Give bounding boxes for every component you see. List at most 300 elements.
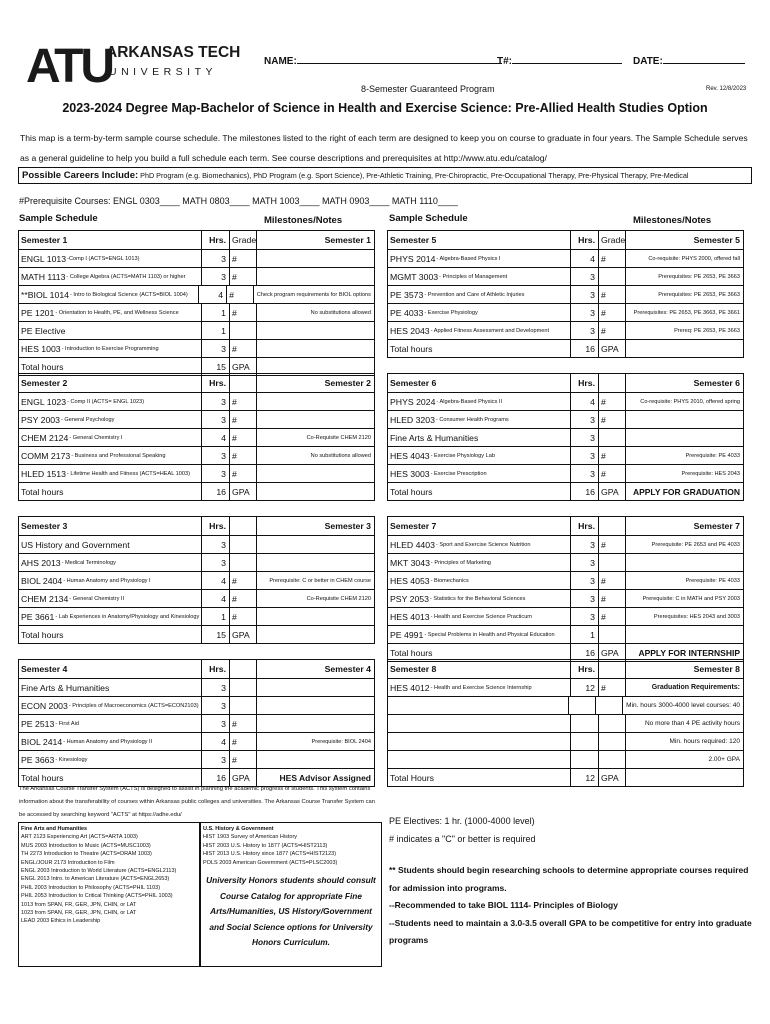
semester-title: Semester 6	[390, 378, 437, 388]
logo-name-line2: UNIVERSITY	[109, 66, 218, 78]
course-description: - Exercise Physiology Lab	[430, 452, 495, 459]
course-grade: #	[598, 536, 625, 553]
semester-title: Semester 4	[21, 664, 68, 674]
course-row	[388, 714, 743, 732]
course-row	[19, 446, 374, 464]
course-grade	[229, 322, 256, 339]
semester-header-row	[388, 660, 743, 678]
course-description: - Health and Exercise Science Internship	[430, 684, 532, 691]
course-code: ECON 2003	[21, 700, 68, 711]
total-row	[388, 482, 743, 500]
grade-header	[598, 660, 625, 678]
course-code: BIOL 2414	[21, 736, 63, 747]
course-hours: 3	[201, 554, 229, 571]
course-row	[19, 410, 374, 428]
course-hours: 3	[570, 572, 598, 589]
total-note: APPLY FOR INTERNSHIP	[625, 644, 743, 661]
milestone-note: No substitutions allowed	[256, 447, 374, 464]
course-cell	[388, 322, 570, 339]
course-row	[388, 571, 743, 589]
course-grade	[598, 626, 625, 643]
semester-title: Semester 5	[390, 235, 437, 245]
course-grade	[598, 554, 625, 571]
pe-electives-note: PE Electives: 1 hr. (1000-4000 level)	[389, 816, 535, 826]
course-row	[19, 339, 374, 357]
milestone-note: Prerequisite: PE 4033	[625, 572, 743, 589]
fine-arts-title: Fine Arts and Humanities	[21, 826, 88, 832]
course-row	[19, 553, 374, 571]
milestone-note: Prerequisite: PE 4033	[625, 447, 743, 464]
course-code: PHYS 2024	[390, 396, 436, 407]
course-hours: 3	[201, 536, 229, 553]
total-label: Total hours	[390, 343, 433, 354]
course-code: HLED 3203	[390, 414, 435, 425]
fine-arts-item: LEAD 2003 Ethics in Leadership	[21, 918, 101, 925]
course-code: ENGL 1023	[21, 396, 67, 407]
milestone-note: Prerequisites: PE 2653, PE 3663, PE 3661	[625, 304, 743, 321]
course-hours: 4	[570, 393, 598, 410]
course-cell	[388, 411, 570, 428]
course-grade: #	[229, 733, 256, 750]
careers-label: Possible Careers Include:	[22, 170, 139, 181]
total-row	[388, 768, 743, 786]
course-description: - Biomechanics	[430, 577, 469, 584]
course-code: PE 4991	[390, 629, 424, 640]
course-code: MGMT 3003	[390, 271, 439, 282]
course-row	[19, 571, 374, 589]
course-row	[19, 285, 374, 303]
header-subtitle: 8-Semester Guaranteed Program	[361, 84, 495, 94]
course-description: - Exercise Prescription	[430, 470, 487, 477]
fine-arts-box	[18, 822, 200, 967]
course-cell	[19, 590, 201, 607]
course-description: - Applied Fitness Assessment and Development	[430, 327, 550, 334]
course-code: PHYS 2014	[390, 253, 436, 264]
milestone-note: No substitutions allowed	[256, 304, 374, 321]
course-code: PE 3661	[21, 611, 55, 622]
total-label: Total hours	[390, 486, 433, 497]
course-row	[388, 732, 743, 750]
milestone-note: Co-requisite: PHYS 2000, offered fall	[625, 250, 743, 267]
course-row	[388, 267, 743, 285]
semester-4-table	[18, 659, 375, 787]
fine-arts-item: 1023 from SPAN, FR, GER, JPN, CHIN, or LAT	[21, 910, 137, 917]
milestone-note	[256, 554, 374, 571]
us-history-item: HIST 1903 Survey of American History	[203, 834, 298, 841]
logo-name-line1: ARKANSAS TECH	[106, 44, 241, 61]
milestone-note	[256, 411, 374, 428]
course-description: - Special Problems in Health and Physical Education	[424, 631, 555, 638]
course-description: - Kinesiology	[55, 756, 88, 763]
milestone-title: Semester 7	[625, 517, 743, 535]
course-description: - Intro to Biological Science (ACTS=BIOL 1004)	[69, 291, 188, 298]
gpa-label: GPA	[598, 340, 625, 357]
course-cell	[19, 751, 201, 768]
us-history-item: HIST 2013 U.S. History since 1877 (ACTS=HIST2123)	[203, 851, 337, 858]
course-cell	[388, 733, 570, 750]
course-cell	[19, 679, 201, 696]
acts-transfer-text: The Arkansas Course Transfer System (ACTS) is designed to assist in planning the academic progress of students. This system contains information about the transferability of courses within Arkansas public colleges and universities. The Arkansas Course Transfer System can be accessed by searching keyword "ACTS" at https://adhe.edu/	[19, 786, 375, 818]
milestone-note	[256, 679, 374, 696]
semester-5-table	[387, 230, 744, 358]
gpa-label: GPA	[229, 483, 256, 500]
course-code: PSY 2053	[390, 593, 429, 604]
milestone-note: Prerequisites: PE 2653, PE 3663	[625, 286, 743, 303]
fine-arts-item: ART 2123 Experiencing Art (ACTS=ARTA 1003)	[21, 834, 138, 841]
milestone-note: Min. hours required: 120	[625, 733, 743, 750]
course-hours	[570, 715, 598, 732]
name-field[interactable]	[264, 56, 502, 67]
milestone-note: Prerequisites: HES 2043 and 3003	[625, 608, 743, 625]
course-cell	[388, 608, 570, 625]
semester-header-row	[388, 231, 743, 249]
course-cell	[19, 465, 201, 482]
course-cell	[19, 733, 201, 750]
left-sample-schedule-header: Sample Schedule	[19, 213, 98, 224]
total-hours: 15	[201, 626, 229, 643]
course-cell	[388, 751, 570, 768]
course-cell	[388, 679, 570, 696]
course-code: HES 3003	[390, 468, 430, 479]
milestone-note: Co-Requisite CHEM 2120	[256, 590, 374, 607]
course-grade	[598, 751, 625, 768]
total-note: HES Advisor Assigned	[256, 769, 374, 786]
course-hours: 3	[570, 590, 598, 607]
course-grade: #	[229, 572, 256, 589]
course-description: - Human Anatomy and Physiology I	[63, 577, 151, 584]
semester-3-table	[18, 516, 375, 644]
semester-title: Semester 7	[390, 521, 437, 531]
course-cell	[19, 572, 201, 589]
milestone-note	[256, 340, 374, 357]
course-row	[19, 696, 374, 714]
hours-header: Hrs.	[201, 374, 229, 392]
course-grade: #	[598, 322, 625, 339]
course-description: -Comp I (ACTS=ENGL 1013)	[67, 255, 140, 262]
course-row	[19, 607, 374, 625]
course-cell	[19, 554, 201, 571]
course-cell	[19, 286, 198, 303]
course-code: ENGL 1013	[21, 253, 67, 264]
milestone-title: Semester 3	[256, 517, 374, 535]
advice-item: --Recommended to take BIOL 1114- Principles of Biology	[389, 900, 618, 910]
course-hours: 4	[201, 733, 229, 750]
milestone-note	[625, 626, 743, 643]
course-hours: 3	[570, 465, 598, 482]
course-code: HES 2043	[390, 325, 430, 336]
course-row	[19, 303, 374, 321]
semester-7-table	[387, 516, 744, 662]
milestone-note	[256, 751, 374, 768]
course-grade	[595, 697, 622, 714]
total-hours: 16	[570, 483, 598, 500]
course-cell	[19, 429, 201, 446]
milestone-title: Semester 6	[625, 374, 743, 392]
course-hours	[570, 751, 598, 768]
hours-header: Hrs.	[201, 231, 229, 249]
course-code: HES 4043	[390, 450, 430, 461]
total-note	[256, 626, 374, 643]
course-code: Fine Arts & Humanities	[390, 432, 479, 443]
course-hours: 3	[570, 411, 598, 428]
milestone-note	[256, 536, 374, 553]
course-code: PE Elective	[21, 325, 66, 336]
revision-date: Rev. 12/8/2023	[706, 86, 747, 92]
course-hours: 3	[201, 679, 229, 696]
course-code: HES 1003	[21, 343, 61, 354]
right-sample-schedule-header: Sample Schedule	[389, 213, 468, 224]
course-code: COMM 2173	[21, 450, 71, 461]
course-cell	[388, 429, 570, 446]
total-hours: 16	[570, 644, 598, 661]
course-cell	[388, 697, 568, 714]
total-note	[625, 340, 743, 357]
course-code: CHEM 2134	[21, 593, 69, 604]
course-row	[388, 607, 743, 625]
course-code: PE 2513	[21, 718, 55, 729]
date-field[interactable]	[633, 56, 745, 67]
milestone-note: Graduation Requirements:	[625, 679, 743, 696]
milestone-note	[256, 393, 374, 410]
milestone-note: No more than 4 PE activity hours	[625, 715, 743, 732]
course-row	[388, 464, 743, 482]
course-grade: #	[226, 286, 253, 303]
course-cell	[19, 304, 201, 321]
fine-arts-item: TH 2273 Introduction to Theatre (ACTS=DRAM 1003)	[21, 851, 152, 858]
milestone-note	[256, 268, 374, 285]
course-hours: 3	[201, 411, 229, 428]
course-hours: 12	[570, 679, 598, 696]
course-grade	[229, 536, 256, 553]
course-description: - Consumer Health Programs	[435, 416, 509, 423]
course-row	[388, 321, 743, 339]
course-grade	[229, 554, 256, 571]
advice-notes	[389, 862, 754, 950]
course-hours	[570, 733, 598, 750]
course-cell	[19, 536, 201, 553]
total-row	[19, 482, 374, 500]
course-hours: 3	[201, 697, 229, 714]
us-history-list	[203, 833, 379, 867]
course-cell	[19, 447, 201, 464]
course-hours: 1	[570, 626, 598, 643]
us-history-item: HIST 2003 U.S. History to 1877 (ACTS=HIST2113)	[203, 842, 328, 849]
gpa-label: GPA	[598, 769, 625, 786]
course-row	[19, 589, 374, 607]
course-hours: 1	[201, 608, 229, 625]
milestone-note: 2.00+ GPA	[625, 751, 743, 768]
course-code: CHEM 2124	[21, 432, 69, 443]
course-cell	[388, 447, 570, 464]
total-label: Total hours	[21, 629, 64, 640]
course-row	[19, 678, 374, 696]
course-hours: 3	[201, 751, 229, 768]
hours-header: Hrs.	[201, 660, 229, 678]
total-hours: 16	[201, 769, 229, 786]
total-label: Total hours	[21, 486, 64, 497]
course-hours: 3	[201, 447, 229, 464]
course-code: PE 3573	[390, 289, 424, 300]
course-description: - Business and Professional Speaking	[71, 452, 166, 459]
course-description: - Introduction to Exercise Programming	[61, 345, 159, 352]
total-label: Total hours	[390, 647, 433, 658]
course-cell	[19, 393, 201, 410]
semester-title: Semester 1	[21, 235, 68, 245]
course-row	[19, 428, 374, 446]
milestone-title: Semester 5	[625, 231, 743, 249]
course-row	[388, 303, 743, 321]
course-cell	[388, 572, 570, 589]
grade-header	[598, 517, 625, 535]
total-hours: 15	[201, 358, 229, 375]
course-cell	[19, 268, 201, 285]
course-cell	[388, 590, 570, 607]
course-grade: #	[229, 447, 256, 464]
milestone-note: Min. hours 3000-4000 level courses: 40	[622, 697, 743, 714]
course-code: PE 4033	[390, 307, 424, 318]
intro-text: This map is a term-by-term sample course schedule. The milestones listed to the right of each term are designed to keep you on course to graduate in four years. The Sample Schedule serves as a general guideline to help you build a full schedule each term. See course descriptions and prerequisites at http://www.atu.edu/catalog/	[20, 133, 748, 163]
course-cell	[19, 697, 201, 714]
course-hours: 4	[201, 590, 229, 607]
milestone-title: Semester 2	[256, 374, 374, 392]
course-grade: #	[229, 465, 256, 482]
hours-header: Hrs.	[570, 660, 598, 678]
course-cell	[388, 286, 570, 303]
course-hours: 3	[201, 715, 229, 732]
course-description: - Health and Exercise Science Practicum	[430, 613, 532, 620]
semester-header-row	[19, 517, 374, 535]
course-code: BIOL 2404	[21, 575, 63, 586]
course-row	[19, 464, 374, 482]
milestone-note: Co-requisite: PHYS 2010, offered spring	[625, 393, 743, 410]
semester-8-table	[387, 659, 744, 787]
course-hours: 4	[201, 572, 229, 589]
course-hours: 3	[570, 429, 598, 446]
course-description: - Principles of Macroeconomics (ACTS=ECON2103)	[68, 702, 199, 709]
course-grade: #	[229, 590, 256, 607]
course-hours: 1	[201, 304, 229, 321]
semester-header-row	[388, 374, 743, 392]
advice-item: --Students need to maintain a 3.0-3.5 overall GPA to be competitive for entry into graduate programs	[389, 917, 752, 945]
course-grade: #	[598, 679, 625, 696]
fine-arts-item: MUS 2003 Introduction to Music (ACTS=MUSC1003)	[21, 842, 151, 849]
milestone-note: Prerequisites: PE 2653, PE 3663	[625, 268, 743, 285]
course-description: - General Chemistry I	[69, 434, 123, 441]
course-row	[19, 321, 374, 339]
course-cell	[19, 411, 201, 428]
careers-text: PhD Program (e.g. Biomechanics), PhD Program (e.g. Sport Science), Pre-Athletic Training, Pre-Chiropractic, Pre-Occupational Therapy, Pre-Physical Therapy, Pre-Medical	[140, 171, 689, 180]
milestone-note: Co-Requisite CHEM 2120	[256, 429, 374, 446]
course-hours: 3	[201, 393, 229, 410]
course-description: - Medical Terminology	[61, 559, 116, 566]
course-hours: 3	[201, 465, 229, 482]
course-grade	[229, 679, 256, 696]
gpa-label: GPA	[598, 483, 625, 500]
semester-2-table	[18, 373, 375, 501]
fine-arts-item: PHIL 2003 Introduction to Philosophy (ACTS=PHIL 1103)	[21, 884, 161, 891]
course-grade: #	[598, 304, 625, 321]
milestone-title: Semester 1	[256, 231, 374, 249]
course-hours: 3	[570, 304, 598, 321]
course-grade: #	[598, 250, 625, 267]
course-grade: #	[229, 411, 256, 428]
course-row	[388, 535, 743, 553]
total-hours: 16	[201, 483, 229, 500]
grade-header	[229, 517, 256, 535]
milestone-note	[256, 322, 374, 339]
course-description: - Statistics for the Behavioral Sciences	[429, 595, 526, 602]
course-hours: 3	[570, 536, 598, 553]
milestone-note	[625, 429, 743, 446]
us-history-item: POLS 2003 American Government (ACTS=PLSC2003)	[203, 859, 338, 866]
course-row	[19, 392, 374, 410]
course-row	[388, 625, 743, 643]
honors-note: University Honors students should consult Course Catalog for appropriate Fine Arts/Humanities, US History/Government and Social Science options for University Honors Curriculum.	[206, 875, 376, 948]
course-row	[388, 392, 743, 410]
total-note: APPLY FOR GRADUATION	[625, 483, 743, 500]
milestone-note: Prerequisite: HES 2043	[625, 465, 743, 482]
course-description: - Principles of Management	[439, 273, 508, 280]
course-cell	[388, 304, 570, 321]
course-cell	[388, 393, 570, 410]
fine-arts-item: ENGL 2013 Intro. to American Literature (ACTS=ENGL2653)	[21, 876, 170, 883]
milestone-note	[625, 411, 743, 428]
course-cell	[388, 250, 570, 267]
course-grade: #	[229, 429, 256, 446]
course-description: - First Aid	[55, 720, 79, 727]
fine-arts-item: ENGL 2003 Introduction to World Literature (ACTS=ENGL2113)	[21, 868, 177, 875]
grade-header	[229, 374, 256, 392]
course-row	[388, 750, 743, 768]
course-hours: 3	[570, 608, 598, 625]
semester-1-table	[18, 230, 375, 376]
milestone-note	[256, 697, 374, 714]
grade-note: # indicates a "C" or better is required	[389, 834, 536, 844]
course-cell	[19, 608, 201, 625]
hours-header: Hrs.	[570, 374, 598, 392]
atu-logo	[26, 38, 241, 93]
milestone-note: Check program requirements for BIOL options	[253, 286, 374, 303]
course-row	[19, 267, 374, 285]
course-grade: #	[229, 751, 256, 768]
course-code: PE 1201	[21, 307, 55, 318]
course-code: HES 4053	[390, 575, 430, 586]
course-description: - Principles of Marketing	[430, 559, 491, 566]
fine-arts-item: ENGL/JOUR 2173 Introduction to Film	[21, 859, 115, 866]
course-row	[19, 714, 374, 732]
course-description: - General Chemistry II	[69, 595, 125, 602]
course-description: - Algebra-Based Physics II	[436, 398, 503, 405]
tnum-field[interactable]	[497, 56, 622, 67]
hours-header: Hrs.	[201, 517, 229, 535]
milestone-note: Prereq: PE 2653, PE 3663	[625, 322, 743, 339]
semester-title: Semester 3	[21, 521, 68, 531]
fine-arts-item: PHIL 2053 Introduction to Critical Thinking (ACTS=PHIL 1003)	[21, 893, 173, 900]
course-description: - Orientation to Health, PE, and Wellness Science	[55, 309, 179, 316]
semester-title: Semester 8	[390, 664, 437, 674]
course-hours: 3	[570, 447, 598, 464]
course-hours: 3	[570, 554, 598, 571]
gpa-label: GPA	[229, 626, 256, 643]
course-hours: 3	[570, 286, 598, 303]
grade-header: Grade	[598, 231, 625, 249]
course-grade: #	[229, 608, 256, 625]
course-grade: #	[598, 411, 625, 428]
course-grade	[229, 697, 256, 714]
course-description: - Lab Experiences in Anatomy/Physiology and Kinesiology	[55, 613, 200, 620]
course-grade: #	[229, 715, 256, 732]
course-grade: #	[598, 286, 625, 303]
